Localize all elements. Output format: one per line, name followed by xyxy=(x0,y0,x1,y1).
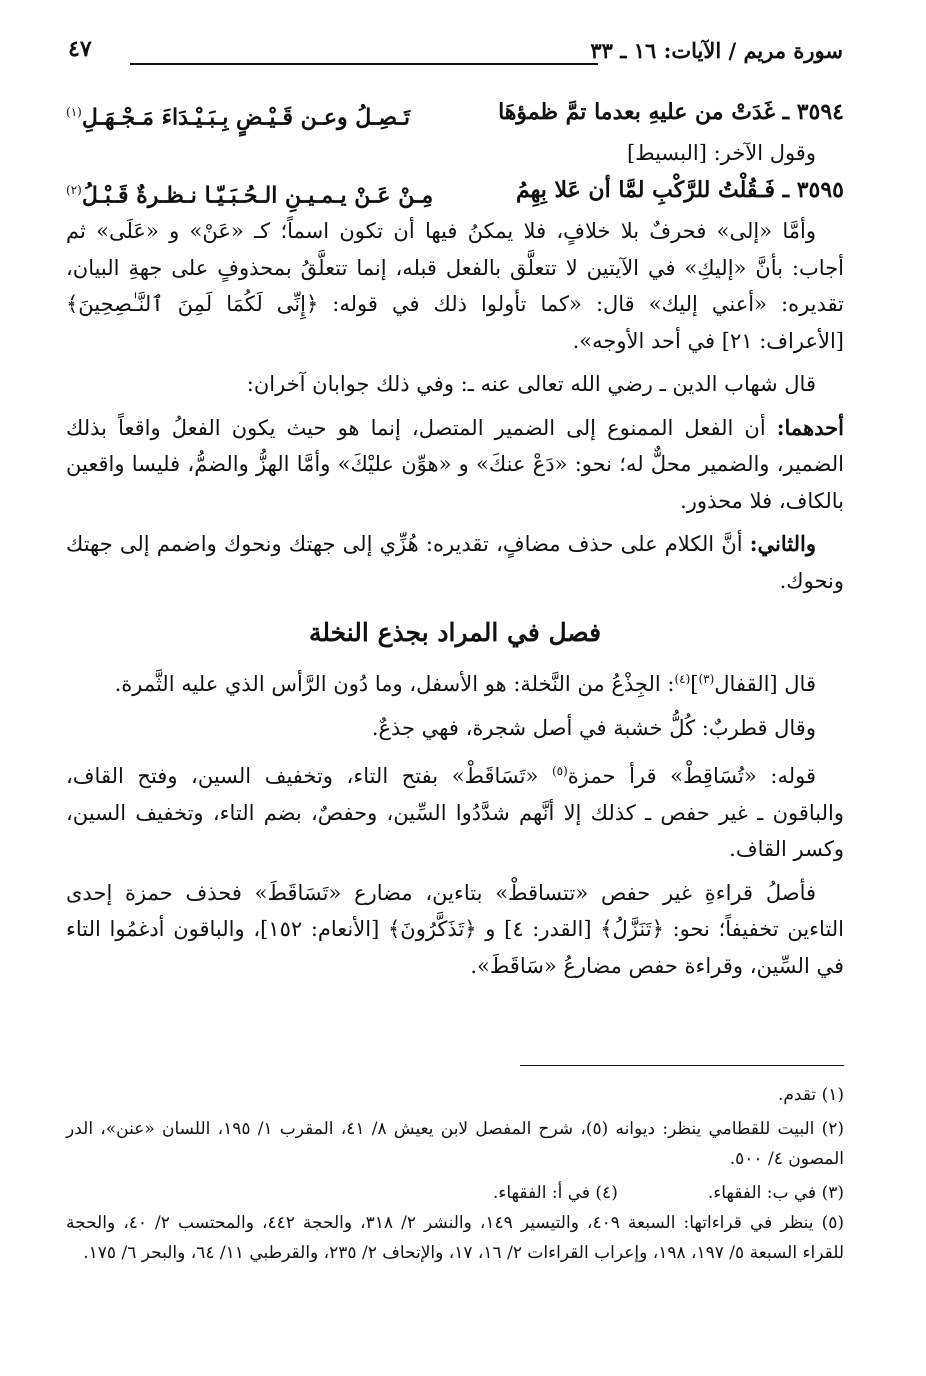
paragraph-qaffal xyxy=(66,661,844,703)
paragraph-qutrub: وقال قطربٌ: كُلُّ خشبة في أصل شجرة، فهي جذعٌ. xyxy=(371,715,816,740)
footnotes xyxy=(66,1080,844,1272)
first-answer-label: أحدهما: xyxy=(776,414,844,440)
page-number: ٤٧ xyxy=(68,36,92,62)
paragraph-ila: وأمَّا «إلى» فحرفٌ بلا خلافٍ، فلا يمكنُ فيها أن تكون اسماً؛ كـ «عَنْ» و «عَلَى» ثم أجاب: بأنَّ «إليكِ» في الآيتين لا تتعلَّق بالفعل قبله، إنما تتعلَّقُ بمحذوفٍ على جهةِ البيان، تقديره: «أعني إليك» قال: «كما تأولوا ذلك في قوله: ﴿إِنِّى لَكُمَا لَمِنَ ٱلنَّـٰصِحِينَ﴾ [الأعراف: ٢١] في أحد الأوجه». xyxy=(66,219,844,353)
header-rule xyxy=(130,63,598,65)
first-answer-text: أن الفعل الممنوع إلى الضمير المتصل، إنما هو حيث يكون الفعلُ واقعاً بذلك الضمير، والضمير محلٌّ له؛ نحو: «دَعْ عنكَ» و «هوِّن عليْكَ» وأمَّا الهزُّ والضمُّ، فليسا واقعين بالكاف، فلا محذور. xyxy=(66,415,844,513)
footnote-row-3-4 xyxy=(66,1178,844,1208)
footnote-4: (٤) في أ: الفقهاء. xyxy=(492,1183,618,1203)
verse-3595 xyxy=(66,172,844,213)
running-header xyxy=(68,34,843,74)
verse-intro-line: وقول الآخر: [البسيط] xyxy=(626,141,816,166)
qaffal-text-c: : الجِذْعُ من النَّخلة: هو الأسفل، وما دُون الرَّأس الذي عليه الثَّمرة. xyxy=(114,672,675,697)
main-text xyxy=(66,94,844,984)
footnote-3: (٣) في ب: الفقهاء. xyxy=(707,1183,844,1203)
reading-text-a: قوله: «تُسَاقِطْ» قرأ حمزة xyxy=(567,764,816,789)
paragraph-second-answer xyxy=(66,526,844,599)
footnote-ref-2: (٢) xyxy=(66,182,82,197)
running-header-title: سورة مريم / الآيات: ١٦ ـ ٣٣ xyxy=(590,38,843,63)
verse-3595-second-text: مِـنْ عَـنْ يـمـيـنِ الـحُـبَـيّـا نـظـرةٌ قَـبْـلُ xyxy=(81,182,434,209)
verse-3595-first-hemistich: ٣٥٩٥ ـ فَـقُلْتُ للرَّكْبِ لمَّا أن عَلا بِهِمُ xyxy=(515,176,844,203)
qaffal-text-a: قال [القفال xyxy=(714,672,816,697)
second-answer-label: والثاني: xyxy=(749,531,816,557)
footnote-ref-1: (١) xyxy=(66,105,82,119)
paragraph-reading-origin: فأصلُ قراءةِ غير حفص «تتساقطْ» بتاءين، مضارع «تَسَاقَطَ» فحذف حمزة إحدى التاءين تخفيفاً؛ نحو: ﴿تَنَزَّلُ﴾ [القدر: ٤] و ﴿تَذَكَّرُونَ﴾ [الأنعام: ١٥٢]، والباقون أدغمُوا التاء في السِّين، وقراءة حفص مضارعُ «سَاقَطَ». xyxy=(66,880,845,978)
footnote-ref-5: (٥) xyxy=(551,764,568,779)
footnote-1: (١) تقدم. xyxy=(777,1085,844,1105)
verse-3594-second-text: تَـصِـلُ وعـن قَـيْـضٍ بِـبَـيْـدَاءَ مَـجْـهَـلِ xyxy=(81,104,411,131)
footnote-ref-4: (٤) xyxy=(674,672,691,687)
paragraph-shihab: قال شهاب الدين ـ رضي الله تعالى عنه ـ: وفي ذلك جوابان آخران: xyxy=(246,372,816,397)
second-answer-text: أنَّ الكلام على حذف مضافٍ، تقديره: هُزِّي إلى جهتك ونحوك واضمم إلى جهتك ونحوك. xyxy=(66,532,844,593)
footnote-rule xyxy=(520,1065,844,1066)
footnote-5: (٥) ينظر في قراءاتها: السبعة ٤٠٩، والتيسير ١٤٩، والنشر ٢/ ٣١٨، والحجة ٤٤٢، والمحتسب ٢/ ٤٠، والحجة للقراء السبعة ٥/ ١٩٧، ١٩٨، وإعراب القراءات ٢/ ١٦، ١٧، والإتحاف ٢/ ٢٣٥، والقرطبي ١١/ ٦٤، والبحر ٦/ ١٧٥. xyxy=(66,1213,844,1263)
paragraph-first-answer xyxy=(66,410,844,520)
verse-3595-second-hemistich xyxy=(66,172,461,213)
verse-3594-second-hemistich xyxy=(66,94,438,135)
footnote-2: (٢) البيت للقطامي ينظر: ديوانه (٥)، شرح المفصل لابن يعيش ٨/ ٤١، المقرب ١/ ١٩٥، اللسان «عنن»، الدر المصون ٤/ ٥٠٠. xyxy=(66,1119,844,1169)
verse-3594 xyxy=(66,94,844,135)
reading-text-b: «تَسَاقَطْ» بفتح التاء، وتخفيف السين، وفتح القاف، والباقون ـ غير حفص ـ كذلك إلا أنَّهم شدَّدُوا السِّين، وحفصٌ، بضم التاء، وتخفيف السين، وكسر القاف. xyxy=(66,764,844,862)
qaffal-text-b: ] xyxy=(690,672,699,697)
paragraph-reading xyxy=(66,753,844,868)
verse-3594-first-hemistich: ٣٥٩٤ ـ غَدَتْ من عليهِ بعدما تمَّ ظمؤهَا xyxy=(498,99,844,125)
footnote-ref-3: (٣) xyxy=(698,672,715,687)
section-heading: فصل في المراد بجذع النخلة xyxy=(308,618,602,648)
